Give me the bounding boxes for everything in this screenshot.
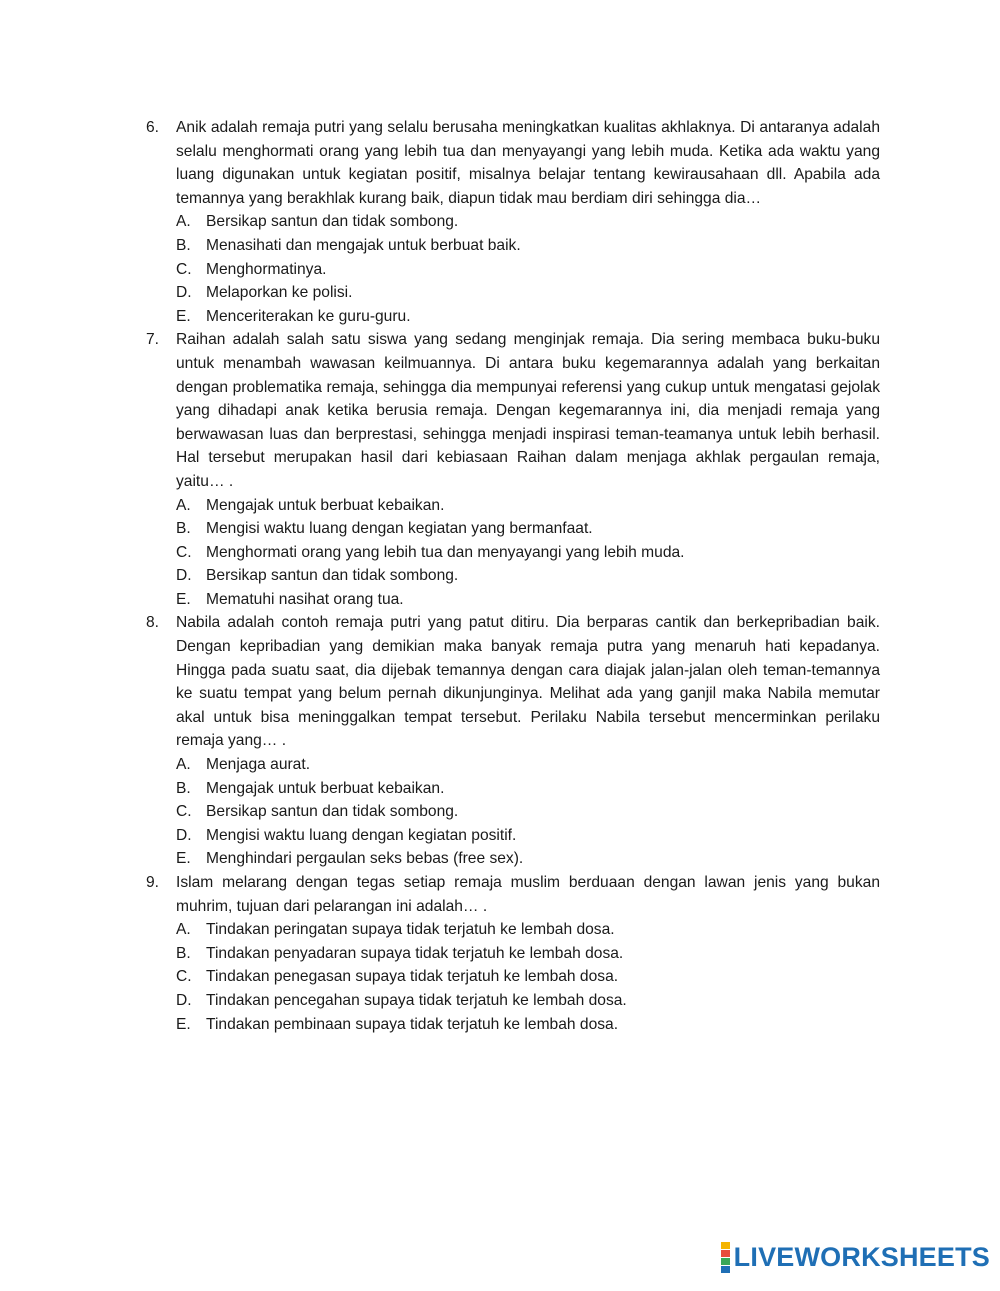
answer-option[interactable]	[176, 210, 880, 234]
option-text: Menjaga aurat.	[206, 756, 311, 774]
answer-options	[176, 753, 880, 871]
question-body	[176, 328, 880, 611]
answer-option[interactable]	[176, 824, 880, 848]
question-body	[176, 611, 880, 871]
option-text: Tindakan penyadaran supaya tidak terjatuh ke lembah dosa.	[206, 944, 624, 962]
option-letter: E.	[176, 1015, 191, 1033]
option-letter: D.	[176, 826, 192, 844]
option-text: Bersikap santun dan tidak sombong.	[206, 803, 459, 821]
option-text: Mengisi waktu luang dengan kegiatan positif.	[206, 826, 517, 844]
option-text: Melaporkan ke polisi.	[206, 284, 353, 302]
option-text: Mengajak untuk berbuat kebaikan.	[206, 496, 445, 514]
question-number: 7.	[146, 331, 160, 349]
answer-option[interactable]	[176, 847, 880, 871]
option-text: Menasihati dan mengajak untuk berbuat baik.	[206, 236, 521, 254]
option-letter: A.	[176, 496, 191, 514]
answer-option[interactable]	[176, 564, 880, 588]
option-text: Tindakan peringatan supaya tidak terjatuh ke lembah dosa.	[206, 921, 615, 939]
option-letter: D.	[176, 567, 192, 585]
answer-option[interactable]	[176, 494, 880, 518]
question-text: Raihan adalah salah satu siswa yang sedang menginjak remaja. Dia sering membaca buku-buku untuk menambah wawasan keilmuannya. Di antara buku kegemarannya adalah yang berkaitan dengan problematika remaja, sehingga dia mempunyai referensi yang cukup untuk mengatasi gejolak yang dihadapi anak ketika berusia remaja. Dengan kegemarannya ini, dia menjadi remaja yang berwawasan luas dan berprestasi, sehingga menjadi inspirasi teman-teamanya untuk lebih berhasil. Hal tersebut merupakan hasil dari kebiasaan Raihan dalam menjaga akhlak pergaulan remaja, yaitu… .	[176, 331, 880, 490]
option-letter: D.	[176, 284, 192, 302]
option-letter: A.	[176, 213, 191, 231]
worksheet-page	[146, 116, 880, 1036]
liveworksheets-watermark	[721, 1242, 990, 1273]
answer-options	[176, 210, 880, 328]
question-number: 6.	[146, 119, 160, 136]
answer-option[interactable]	[176, 517, 880, 541]
option-letter: B.	[176, 944, 191, 962]
option-text: Tindakan penegasan supaya tidak terjatuh ke lembah dosa.	[206, 968, 619, 986]
option-letter: C.	[176, 260, 192, 278]
option-letter: E.	[176, 590, 191, 608]
brand-name: LIVEWORKSHEETS	[733, 1242, 990, 1272]
option-letter: A.	[176, 756, 191, 774]
option-letter: C.	[176, 803, 192, 821]
answer-option[interactable]	[176, 305, 880, 329]
answer-option[interactable]	[176, 777, 880, 801]
option-letter: C.	[176, 543, 192, 561]
option-text: Bersikap santun dan tidak sombong.	[206, 567, 459, 585]
answer-option[interactable]	[176, 541, 880, 565]
question-8	[146, 611, 880, 871]
answer-option[interactable]	[176, 234, 880, 258]
question-body	[176, 116, 880, 328]
option-letter: B.	[176, 520, 191, 538]
option-letter: B.	[176, 779, 191, 797]
question-6	[146, 116, 880, 328]
question-text: Anik adalah remaja putri yang selalu berusaha meningkatkan kualitas akhlaknya. Di antaranya adalah selalu menghormati orang yang lebih tua dan menyayangi yang lebih muda. Ketika ada waktu yang luang digunakan untuk kegiatan positif, misalnya belajar tentang kewirausahaan dll. Apabila ada temannya yang berakhlak kurang baik, diapun tidak mau berdiam diri sehingga dia…	[176, 119, 880, 207]
option-text: Menghormatinya.	[206, 260, 327, 278]
logo-block-i	[721, 1250, 730, 1257]
liveworksheets-logo-icon	[721, 1242, 730, 1273]
option-text: Menghormati orang yang lebih tua dan menyayangi yang lebih muda.	[206, 543, 685, 561]
option-text: Mengisi waktu luang dengan kegiatan yang bermanfaat.	[206, 520, 593, 538]
question-text: Islam melarang dengan tegas setiap remaja muslim berduaan dengan lawan jenis yang bukan muhrim, tujuan dari pelarangan ini adalah… .	[176, 874, 880, 915]
question-7	[146, 328, 880, 611]
option-text: Tindakan pencegahan supaya tidak terjatuh ke lembah dosa.	[206, 991, 627, 1009]
question-number: 9.	[146, 874, 160, 891]
option-text: Bersikap santun dan tidak sombong.	[206, 213, 459, 231]
question-number: 8.	[146, 614, 160, 632]
option-letter: E.	[176, 850, 191, 868]
answer-option[interactable]	[176, 258, 880, 282]
question-9	[146, 871, 880, 1036]
answer-option[interactable]	[176, 918, 880, 942]
option-letter: D.	[176, 991, 192, 1009]
option-text: Menceriterakan ke guru-guru.	[206, 307, 411, 325]
answer-option[interactable]	[176, 942, 880, 966]
question-text: Nabila adalah contoh remaja putri yang patut ditiru. Dia berparas cantik dan berkepribadian baik. Dengan kepribadian yang demikian maka banyak remaja putra yang menaruh hati kepadanya. Hingga pada suatu saat, dia dijebak temannya dengan cara diajak jalan-jalan oleh teman-temannya ke suatu tempat yang belum pernah dikunjunginya. Melihat ada yang ganjil maka Nabila memutar akal untuk bisa meninggalkan tempat tersebut. Perilaku Nabila tersebut mencerminkan perilaku remaja yang… .	[176, 614, 880, 750]
answer-option[interactable]	[176, 1013, 880, 1037]
answer-option[interactable]	[176, 281, 880, 305]
option-text: Menghindari pergaulan seks bebas (free sex).	[206, 850, 524, 868]
answer-option[interactable]	[176, 753, 880, 777]
answer-option[interactable]	[176, 989, 880, 1013]
logo-block-l	[721, 1242, 730, 1249]
answer-option[interactable]	[176, 965, 880, 989]
option-text: Mematuhi nasihat orang tua.	[206, 590, 404, 608]
answer-options	[176, 918, 880, 1036]
option-text: Tindakan pembinaan supaya tidak terjatuh ke lembah dosa.	[206, 1015, 619, 1033]
option-text: Mengajak untuk berbuat kebaikan.	[206, 779, 445, 797]
option-letter: E.	[176, 307, 191, 325]
option-letter: A.	[176, 921, 191, 939]
answer-option[interactable]	[176, 588, 880, 612]
question-body	[176, 871, 880, 1036]
option-letter: C.	[176, 968, 192, 986]
logo-block-v	[721, 1258, 730, 1265]
option-letter: B.	[176, 236, 191, 254]
logo-block-e	[721, 1266, 730, 1273]
answer-options	[176, 494, 880, 612]
answer-option[interactable]	[176, 800, 880, 824]
